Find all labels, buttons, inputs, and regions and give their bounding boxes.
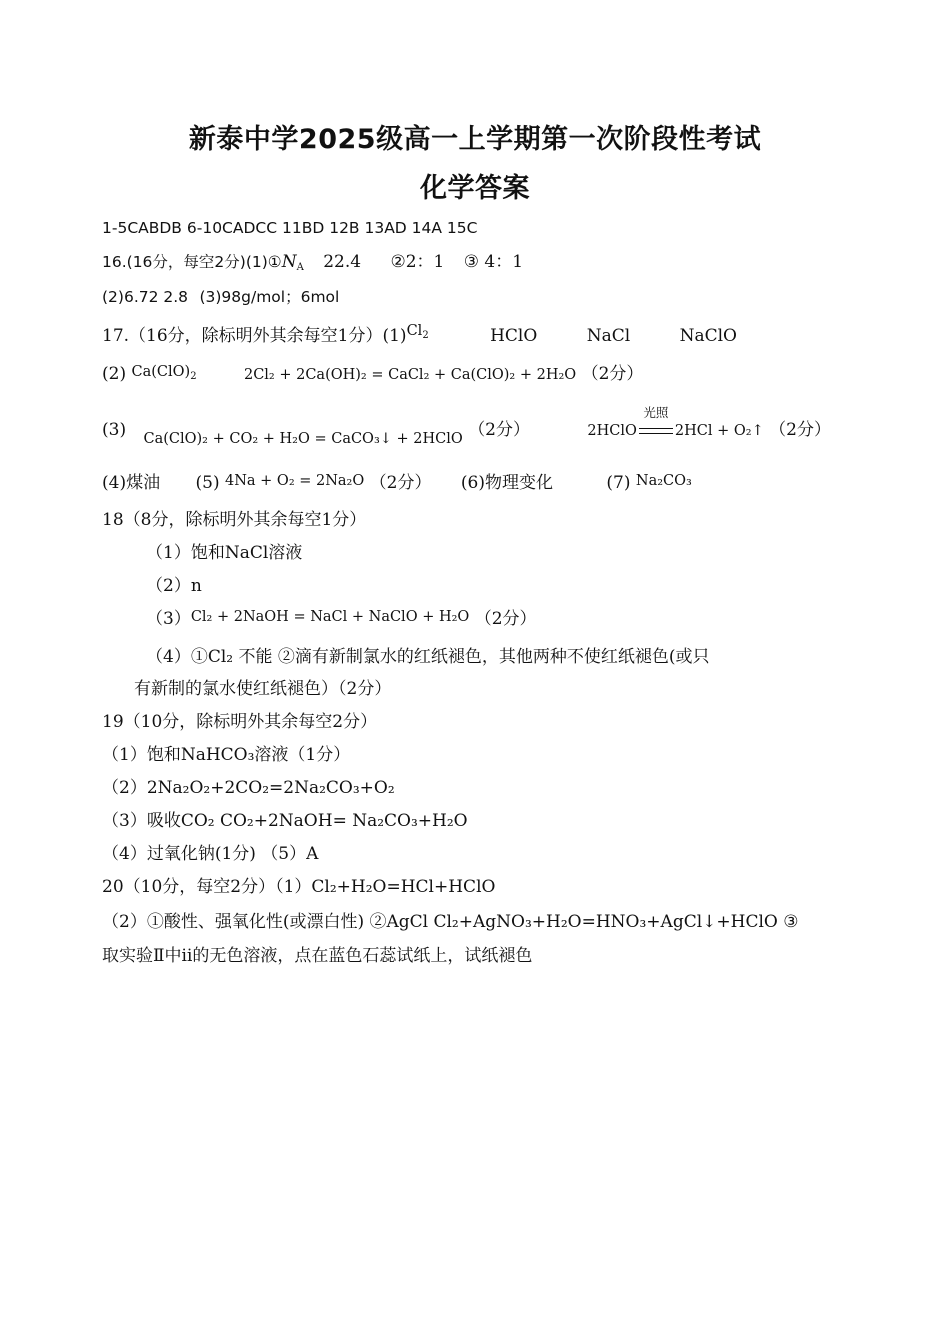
q19-part1: （1）饱和NaHCO₃溶液（1分）	[102, 745, 351, 765]
q18-part1: （1）饱和NaCl溶液	[146, 543, 303, 563]
q20-part2: （2）①酸性、强氧化性(或漂白性) ②AgCl Cl₂+AgNO₃+H₂O=HNO₃+AgCl↓+HClO ③	[102, 912, 799, 932]
q19-part3: （3）吸收CO₂ CO₂+2NaOH= Na₂CO₃+H₂O	[102, 811, 468, 831]
q18-line3	[146, 607, 537, 632]
q17-part3-label: (3)	[102, 420, 127, 440]
q18-part3-equation: Cl₂ + 2NaOH = NaCl + NaClO + H₂O	[190, 609, 470, 625]
q16-line1	[102, 250, 523, 274]
q17-decomp-left: 2HClO	[587, 423, 637, 439]
q17-part2-formula: $Ca(ClO)_2$	[131, 364, 197, 382]
q17-part2-score: （2分）	[581, 364, 644, 384]
q16-line2	[102, 285, 339, 309]
q16-part3: (3)98g/mol；6mol	[199, 288, 340, 306]
equation-condition	[637, 405, 675, 442]
q17-head: 17.（16分，除标明外其余每空1分）(1)	[102, 326, 407, 346]
q17-answer-nacl: NaCl	[586, 326, 631, 346]
q17-part3-equation: Ca(ClO)₂ + CO₂ + H₂O = CaCO₃↓ + 2HClO	[143, 431, 463, 447]
q18-part4: （4）①Cl₂ 不能 ②滴有新制氯水的红纸褪色，其他两种不使红纸褪色(或只	[146, 647, 710, 667]
q18-part3-label: （3）	[146, 609, 191, 629]
q17-answer-hclo: HClO	[490, 326, 538, 346]
q20-part2-continued: 取实验Ⅱ中ⅱ的无色溶液，点在蓝色石蕊试纸上，试纸褪色	[102, 946, 533, 966]
q17-part7-label: (7)	[606, 473, 631, 493]
q19-head: 19（10分，除标明外其余每空2分）	[102, 712, 378, 732]
light-condition: 光照	[643, 405, 669, 420]
q17-part6: (6)物理变化	[460, 473, 553, 493]
q18-part4-continued: 有新制的氯水使红纸褪色）（2分）	[134, 679, 392, 699]
q16-value-1: 22.4	[323, 252, 362, 272]
q17-line3	[102, 405, 831, 447]
q17-line4	[102, 471, 692, 496]
q17-part7-formula: Na₂CO₃	[635, 473, 692, 489]
page-subtitle: 化学答案	[420, 173, 530, 204]
q18-head: 18（8分，除标明外其余每空1分）	[102, 510, 367, 530]
q17-part5-score: （2分）	[369, 473, 432, 493]
q18-part2: （2）n	[146, 576, 202, 596]
q17-decomp-right: 2HCl + O₂↑	[674, 423, 764, 439]
q17-line1	[102, 324, 737, 349]
q16-value-2: ②2：1	[390, 252, 445, 272]
q16-head: 16.(16分，每空2分)(1)①	[102, 253, 282, 271]
avogadro-subscript: A	[296, 262, 304, 273]
q16-value-3: ③ 4：1	[463, 252, 524, 272]
q17-part4: (4)煤油	[102, 473, 161, 493]
q19-part4: （4）过氧化钠(1分) （5）A	[102, 844, 319, 864]
q17-part5-equation: 4Na + O₂ = 2Na₂O	[225, 473, 365, 489]
q17-line2	[102, 362, 643, 387]
page-title: 新泰中学2025级高一上学期第一次阶段性考试	[188, 124, 762, 155]
q19-part2: （2）2Na₂O₂+2CO₂=2Na₂CO₃+O₂	[102, 778, 395, 798]
q17-answer-chlorine: $Cl_2$	[406, 323, 429, 341]
q17-part2-label: (2)	[102, 364, 127, 384]
avogadro-symbol: N	[281, 252, 297, 272]
choice-answers: 1-5CABDB 6-10CADCC 11BD 12B 13AD 14A 15C	[102, 219, 478, 237]
q17-answer-naclo: NaClO	[679, 326, 737, 346]
q17-part3-score: （2分）	[468, 420, 531, 440]
q17-part2-equation: 2Cl₂ + 2Ca(OH)₂ = CaCl₂ + Ca(ClO)₂ + 2H₂O	[243, 367, 577, 383]
q17-part3-score2: （2分）	[769, 420, 831, 440]
q20-head: 20（10分，每空2分）（1）Cl₂+H₂O=HCl+HClO	[102, 877, 496, 897]
q18-part3-score: （2分）	[474, 609, 537, 629]
q16-part2: (2)6.72 2.8	[102, 288, 189, 306]
q17-part5-label: (5)	[195, 473, 220, 493]
